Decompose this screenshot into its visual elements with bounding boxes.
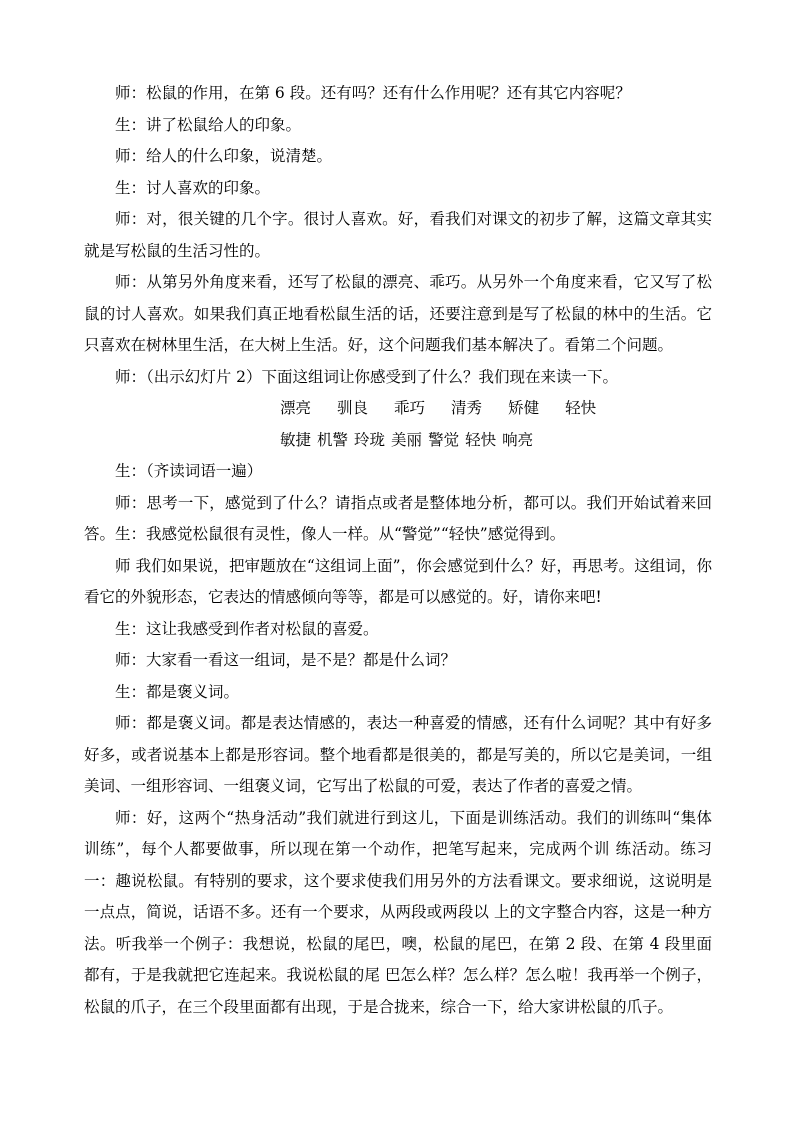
word: 警觉 bbox=[428, 430, 460, 449]
paragraph: 师：从第另外角度来看，还写了松鼠的漂亮、乖巧。从另外一个角度来看，它又写了松鼠的讨人喜欢。如果我们真正地看松鼠生活的话，还要注意到是写了松鼠的林中的生活。它只喜欢在树林里生活，在大树上生活。好，这个问题我们基本解决了。看第二个问题。 bbox=[84, 273, 712, 354]
word: 轻快 bbox=[465, 430, 497, 449]
paragraph: 师 我们如果说，把审题放在“这组词上面”，你会感觉到什么？好，再思考。这组词，你看它的外貌形态，它表达的情感倾向等等，都是可以感觉的。好，请你来吧! bbox=[84, 556, 712, 606]
paragraph: 师：好，这两个“热身活动”我们就进行到这儿，下面是训练活动。我们的训练叫“集体训练”，每个人都要做事，所以现在第一个动作，把笔写起来，完成两个训 练活动。练习一：趣说松鼠。有特别的要求，这个要求使我们用另外的方法看课文。要求细说，这说明是一点点，简说，话语不多。还有一个要求，从两段或两段以 上的文字整合内容，这是一种方法。听我举一个例子：我想说，松鼠的尾巴，噢，松鼠的尾巴，在第 2 段、在第 4 段里面都有，于是我就把它连起来。我说松鼠的尾 巴怎么样？怎么样？怎么啦！我再举一个例子，松鼠的爪子，在三个段里面都有出现，于是合拢来，综合一下，给大家讲松鼠的爪子。 bbox=[84, 808, 712, 1016]
word: 玲珑 bbox=[354, 430, 386, 449]
word: 乖巧 bbox=[394, 399, 426, 417]
word: 驯良 bbox=[337, 399, 369, 417]
paragraph: 师：大家看一看这一组词，是不是？都是什么词？ bbox=[115, 651, 457, 669]
word-list-row-1 bbox=[84, 393, 712, 425]
word: 响亮 bbox=[502, 430, 534, 449]
paragraph: 生：讨人喜欢的印象。 bbox=[115, 178, 271, 197]
paragraph: 师：对，很关键的几个字。很讨人喜欢。好，看我们对课文的初步了解，这篇文章其实就是写松鼠的生活习性的。 bbox=[84, 210, 712, 260]
paragraph: 师：给人的什么印象，说清楚。 bbox=[115, 147, 333, 165]
word: 清秀 bbox=[451, 399, 483, 417]
word: 漂亮 bbox=[280, 399, 312, 417]
paragraph: 生：都是褒义词。 bbox=[115, 682, 240, 701]
paragraph: 生：这让我感受到作者对松鼠的喜爱。 bbox=[115, 619, 379, 638]
paragraph: 师：思考一下，感觉到了什么？请指点或者是整体地分析，都可以。我们开始试着来回答。生：我感觉松鼠很有灵性，像人一样。从“警觉”“轻快”感觉得到。 bbox=[84, 493, 712, 543]
paragraph: 生：讲了松鼠给人的印象。 bbox=[115, 115, 302, 134]
paragraph: 师：（出示幻灯片 2）下面这组词让你感受到了什么？我们现在来读一下。 bbox=[115, 367, 619, 386]
paragraph: 师：都是褒义词。都是表达情感的，表达一种喜爱的情感，还有什么词呢？其中有好多好多，或者说基本上都是形容词。整个地看都是很美的，都是写美的，所以它是美词，一组美词、一组形容词、一组褒义词，它写出了松鼠的可爱，表达了作者的喜爱之情。 bbox=[84, 714, 712, 795]
word: 美丽 bbox=[391, 430, 423, 449]
paragraph: 生：（齐读词语一遍） bbox=[115, 462, 263, 480]
word: 敏捷 bbox=[280, 430, 312, 449]
word-list-row-2 bbox=[84, 425, 712, 457]
word: 机警 bbox=[317, 430, 349, 449]
document-page bbox=[84, 78, 712, 1023]
paragraph: 师：松鼠的作用，在第 6 段。还有吗？还有什么作用呢？还有其它内容呢？ bbox=[115, 84, 631, 102]
word: 矫健 bbox=[508, 399, 540, 417]
word: 轻快 bbox=[565, 399, 597, 417]
